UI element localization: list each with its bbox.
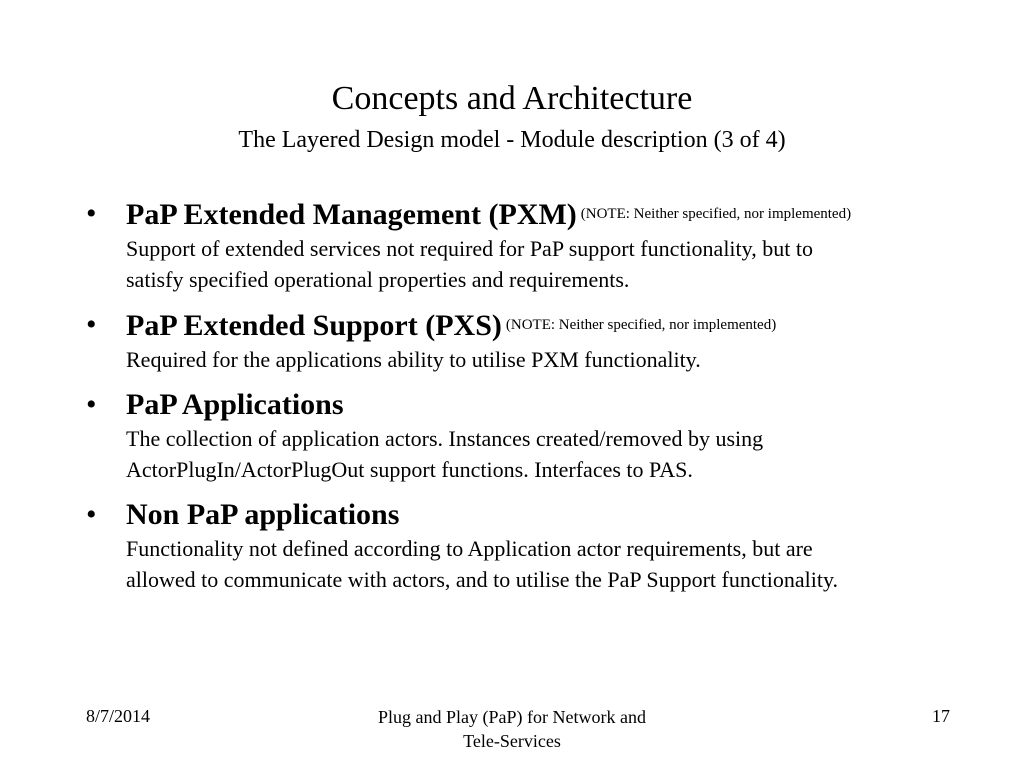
bullet-description-line: Functionality not defined according to Application actor requirements, but are — [126, 536, 813, 561]
bullet-dot: • — [86, 498, 97, 531]
footer-date: 8/7/2014 — [86, 706, 151, 726]
bullet-description-line: ActorPlugIn/ActorPlugOut support functions. Interfaces to PAS. — [126, 457, 693, 482]
slide-title: Concepts and Architecture — [331, 80, 693, 117]
footer-presentation-title — [312, 705, 712, 753]
bullet-dot: • — [86, 197, 97, 230]
bullet-description-line: The collection of application actors. Instances created/removed by using — [126, 426, 764, 451]
bullet-description — [126, 423, 986, 485]
bullet-heading — [126, 497, 986, 533]
slide-number: 17 — [932, 706, 950, 726]
bullet-note: (NOTE: Neither specified, nor implemented) — [505, 317, 777, 333]
footer-presentation-title-line: Tele-Services — [463, 731, 561, 751]
bullet-heading-text: PaP Applications — [126, 388, 344, 421]
bullet-list — [86, 196, 986, 607]
bullet-item-pxs — [86, 307, 986, 375]
bullet-description — [126, 344, 986, 375]
bullet-item-pap-applications — [86, 387, 986, 485]
footer-presentation-title-line: Plug and Play (PaP) for Network and — [378, 707, 646, 727]
bullet-heading — [126, 387, 986, 423]
bullet-heading-text: PaP Extended Support (PXS) — [126, 309, 502, 342]
bullet-heading-text: PaP Extended Management (PXM) — [126, 198, 577, 231]
bullet-note: (NOTE: Neither specified, nor implemented) — [580, 206, 852, 222]
bullet-item-non-pap-applications — [86, 497, 986, 595]
slide-subtitle: The Layered Design model - Module description (3 of 4) — [238, 127, 786, 153]
bullet-heading-text: Non PaP applications — [126, 498, 400, 531]
bullet-description — [126, 533, 986, 595]
bullet-description-line: satisfy specified operational properties and requirements. — [126, 267, 630, 292]
bullet-description-line: Required for the applications ability to utilise PXM functionality. — [126, 347, 701, 372]
bullet-dot: • — [86, 388, 97, 421]
bullet-description-line: Support of extended services not required for PaP support functionality, but to — [126, 236, 813, 261]
bullet-description — [126, 233, 986, 295]
bullet-heading — [126, 307, 986, 344]
bullet-heading — [126, 196, 986, 233]
bullet-description-line: allowed to communicate with actors, and to utilise the PaP Support functionality. — [126, 567, 839, 592]
bullet-dot: • — [86, 308, 97, 341]
bullet-item-pxm — [86, 196, 986, 295]
